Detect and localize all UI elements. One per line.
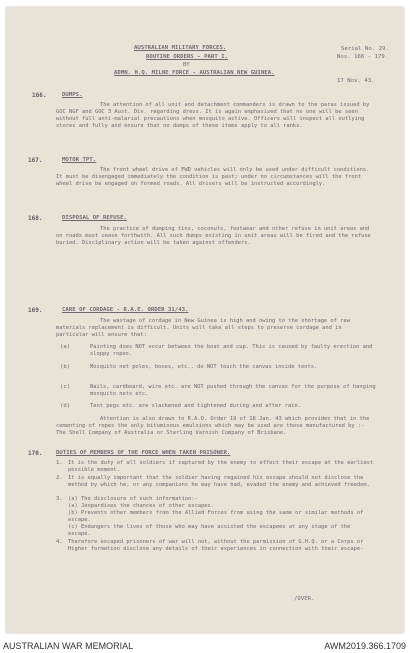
- archive-name: AUSTRALIAN WAR MEMORIAL: [3, 641, 134, 651]
- paragraph-number: 167.: [28, 157, 43, 164]
- archive-reference: AWM2019.366.1709: [324, 641, 406, 651]
- item-text: (a) The disclosure of such information:-: [68, 496, 198, 502]
- paragraph-text: The front wheel drive of FWD vehicles will only be used under difficult conditions. It must be disengaged immediately the condition is past; under no circumstances will the front wheel drive be engaged on formed roads. All drivers will be instructed accordingly.: [56, 167, 370, 188]
- paragraph-text: The attention of all unit and detachment commanders is drawn to the paras issued by GOC NGF and GOC 3 Aust. Div. regarding dress. It is again emphasized that no one will be seen without full anti-malarial precautions when mosquito active. Officers will inspect all outlying stores and fully and ensure that no dumps of these items apply to all ranks.: [56, 102, 370, 130]
- serial-number: Serial No. 29.: [341, 46, 389, 52]
- item-text: It is the duty of all soldiers if captured by the enemy to effect their escape at the earliest possible moment.: [68, 460, 374, 474]
- item-text: (c) Endangers the lives of those who may have assisted the escapees at any stage of the escape.: [68, 524, 351, 538]
- subitem-text: Nails, cardboard, wire etc. are NOT pushed through the canvas for the purpose of hanging mosquito nets etc.: [90, 384, 376, 398]
- document-title: AUSTRALIAN MILITARY FORCES.: [134, 45, 227, 51]
- subitem-label: (b): [60, 364, 71, 370]
- attention-paragraph: Attention is also drawn to R.A.O. Order 19 of 18 Jan. 43 which provides that in the cementing of ropes the only bituminous emulsions which may be used are those manufactured by :- The Shell Company of Australia or Sterling Varnish Company of Brisbane.: [56, 416, 370, 437]
- paragraph-number: 170.: [28, 450, 43, 457]
- paragraph-heading: DUMPS.: [62, 92, 83, 98]
- order-numbers: Nos. 166 - 179.: [337, 54, 389, 60]
- paragraph-number: 169.: [28, 307, 43, 314]
- item-text: (a) Jeopardises the chances of other escapes.: [68, 503, 215, 509]
- command-heading: ADMN. H.Q. MILNE FORCE - AUSTRALIAN NEW GUINEA.: [114, 70, 275, 76]
- paragraph-number: 168.: [28, 215, 43, 222]
- item-label: 4.: [56, 539, 63, 545]
- subitem-label: (d): [60, 403, 71, 409]
- paragraph-heading: DUTIES OF MEMBERS OF THE FORCE WHEN TAKEN PRISONER.: [56, 450, 231, 456]
- item-label: 3.: [56, 496, 63, 502]
- paragraph-number: 166.: [32, 92, 47, 99]
- page-turn-note: /OVER.: [294, 596, 315, 602]
- paragraph-heading: DISPOSAL OF REFUSE.: [62, 215, 127, 221]
- item-text: It is equally important that the soldier having regained his escape should not disclose the method by which he, or any companions he may have had, evaded the enemy and achieved freedom.: [68, 475, 370, 489]
- paragraph-text: The wastage of cordage in New Guinea is high and owing to the shortage of raw materials replacement is difficult. Units will take all steps to preserve cordage and in particular will ensure that:: [56, 318, 350, 339]
- by-label: BY: [183, 62, 190, 68]
- subitem-label: (c): [60, 384, 71, 390]
- document-date: 17 Nov. 43.: [337, 78, 375, 84]
- item-label: 2.: [56, 475, 63, 481]
- paragraph-heading: CARE OF CORDAGE - R.A.E. ORDER 31/43.: [62, 307, 189, 313]
- subitem-text: Painting does NOT occur between the boat and cup. This is caused by faulty erection and sloppy ropes.: [90, 344, 373, 358]
- paragraph-heading: MOTOR TPT.: [62, 157, 97, 163]
- item-label: 1.: [56, 460, 63, 466]
- subitem-label: (a): [60, 344, 71, 350]
- subitem-text: Tent pegs etc. are slackened and tightened during and after rain.: [90, 403, 301, 409]
- document-sheet: [6, 7, 404, 633]
- archive-footer: [0, 638, 410, 653]
- item-text: Therefore escaped prisoners of war will not, without the permission of G.H.Q. or a Corps or Higher formation disclose any details of their experiences in connection with their escape-: [68, 539, 364, 553]
- routine-orders-heading: ROUTINE ORDERS - PART I.: [146, 54, 229, 60]
- subitem-text: Mosquito net poles, boxes, etc., do NOT touch the canvas inside tents.: [90, 364, 318, 370]
- paragraph-text: The practice of dumping tins, coconuts, footwear and other refuse in unit areas and on roads must cease forthwith. All such dumps existing in unit areas will be fired and the refuse buried. Disciplinary action will be taken against offenders.: [56, 226, 371, 247]
- item-text: (b) Prevents other members from the Allied Forces from using the same or similar methods of escape.: [68, 510, 364, 524]
